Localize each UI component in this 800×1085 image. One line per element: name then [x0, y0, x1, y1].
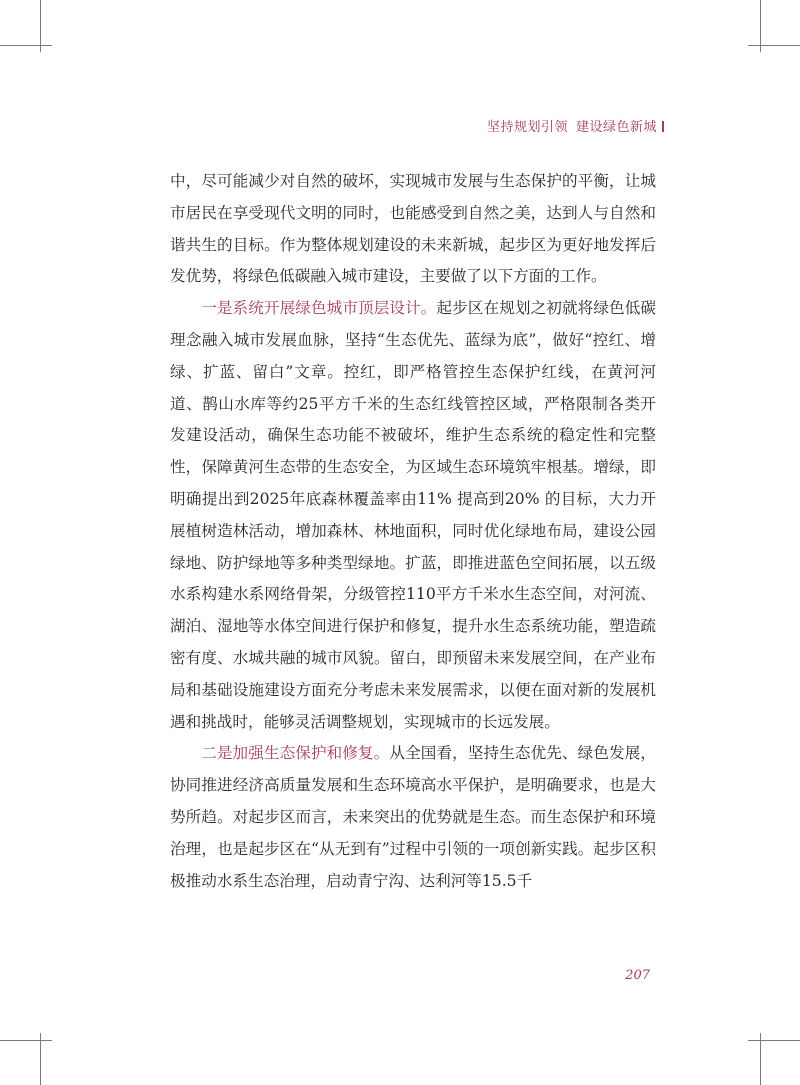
- crop-mark: [748, 1040, 800, 1041]
- crop-mark: [760, 0, 761, 52]
- crop-mark: [760, 1033, 761, 1085]
- running-header: [487, 116, 664, 135]
- body-text: [170, 166, 656, 897]
- paragraph-text: 从全国看，坚持生态优先、绿色发展，协同推进经济高质量发展和生态环境高水平保护，是明确要求，也是大势所趋。对起步区而言，未来突出的优势就是生态。而生态保护和环境治理，也是起步区在“从无到有”过程中引领的一项创新实践。起步区积极推动水系生态治理，启动青宁沟、达利河等15.5千: [170, 744, 656, 890]
- crop-mark: [40, 1033, 41, 1085]
- paragraph: [170, 738, 656, 897]
- page-number: 207: [625, 968, 650, 983]
- paragraph-lead: 一是系统开展绿色城市顶层设计。: [201, 299, 437, 318]
- header-bar-mark: [662, 121, 664, 132]
- paragraph-text: 起步区在规划之初就将绿色低碳理念融入城市发展血脉，坚持“生态优先、蓝绿为底”，做好“控红、增绿、扩蓝、留白”文章。控红，即严格管控生态保护红线，在黄河河道、鹊山水库等约25平方千米的生态红线管控区域，严格限制各类开发建设活动，确保生态功能不被破坏，维护生态系统的稳定性和完整性，保障黄河生态带的生态安全，为区域生态环境筑牢根基。增绿，即明确提出到2025年底森林覆盖率由11% 提高到20% 的目标，大力开展植树造林活动，增加森林、林地面积，同时优化绿地布局，建设公园绿地、防护绿地等多种类型绿地。扩蓝，即推进蓝色空间拓展，以五级水系构建水系网络骨架，分级管控110平方千米水生态空间，对河流、湖泊、湿地等水体空间进行保护和修复，提升水生态系统功能，塑造疏密有度、水城共融的城市风貌。留白，即预留未来发展空间，在产业布局和基础设施建设方面充分考虑未来发展需求，以便在面对新的发展机遇和挑战时，能够灵活调整规划，实现城市的长远发展。: [170, 299, 656, 731]
- running-header-part2: 建设绿色新城: [575, 120, 657, 135]
- crop-mark: [0, 1040, 52, 1041]
- crop-mark: [0, 45, 52, 46]
- running-header-part1: 坚持规划引领: [486, 120, 568, 135]
- paragraph-text: 中，尽可能减少对自然的破坏，实现城市发展与生态保护的平衡，让城市居民在享受现代文明的同时，也能感受到自然之美，达到人与自然和谐共生的目标。作为整体规划建设的未来新城，起步区为更好地发挥后发优势，将绿色低碳融入城市建设，主要做了以下方面的工作。: [170, 172, 656, 286]
- crop-mark: [748, 45, 800, 46]
- paragraph: [170, 166, 656, 293]
- crop-mark: [40, 0, 41, 52]
- paragraph-lead: 二是加强生态保护和修复。: [201, 744, 390, 763]
- paragraph: [170, 293, 656, 738]
